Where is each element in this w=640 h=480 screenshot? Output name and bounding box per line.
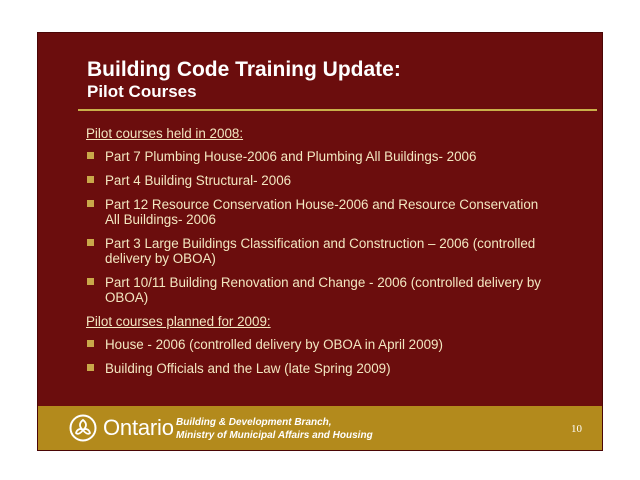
trillium-icon <box>69 414 97 442</box>
branch-line-1: Building & Development Branch, <box>176 417 332 428</box>
slide-title <box>87 59 401 101</box>
list-item <box>86 337 556 352</box>
list-2008 <box>86 149 556 305</box>
list-item-text: Part 7 Plumbing House-2006 and Plumbing All Buildings- 2006 <box>105 149 477 164</box>
title-line-2: Pilot Courses <box>87 81 197 101</box>
list-item <box>86 275 556 305</box>
square-bullet-icon <box>87 200 94 207</box>
ontario-logo <box>69 414 174 442</box>
list-item <box>86 236 556 266</box>
branch-line-2: Ministry of Municipal Affairs and Housing <box>176 430 373 441</box>
list-item-text: Part 12 Resource Conservation House-2006 and Resource Conservation All Buildings- 2006 <box>105 197 539 227</box>
page-number: 10 <box>571 423 582 435</box>
list-item-text: Part 4 Building Structural- 2006 <box>105 173 292 188</box>
list-item-text: Building Officials and the Law (late Spring 2009) <box>105 361 391 376</box>
title-line-1: Building Code Training Update: <box>87 58 401 81</box>
section-heading-2009: Pilot courses planned for 2009: <box>86 314 271 329</box>
square-bullet-icon <box>87 176 94 183</box>
square-bullet-icon <box>87 340 94 347</box>
list-item <box>86 173 556 188</box>
square-bullet-icon <box>87 278 94 285</box>
square-bullet-icon <box>87 239 94 246</box>
list-item <box>86 361 556 376</box>
list-item-text: Part 3 Large Buildings Classification and Construction – 2006 (controlled delivery by OBOA) <box>105 236 536 266</box>
list-item-text: Part 10/11 Building Renovation and Change - 2006 (controlled delivery by OBOA) <box>105 275 541 305</box>
list-2009 <box>86 337 556 376</box>
slide <box>37 32 603 451</box>
square-bullet-icon <box>87 152 94 159</box>
list-item <box>86 197 556 227</box>
section-heading-2008: Pilot courses held in 2008: <box>86 126 244 141</box>
list-item-text: House - 2006 (controlled delivery by OBOA in April 2009) <box>105 337 443 352</box>
branch-info <box>176 416 373 442</box>
footer-band <box>38 406 602 450</box>
logo-wordmark: Ontario <box>103 415 174 440</box>
slide-content <box>86 126 556 385</box>
title-divider <box>78 109 597 111</box>
square-bullet-icon <box>87 364 94 371</box>
list-item <box>86 149 556 164</box>
